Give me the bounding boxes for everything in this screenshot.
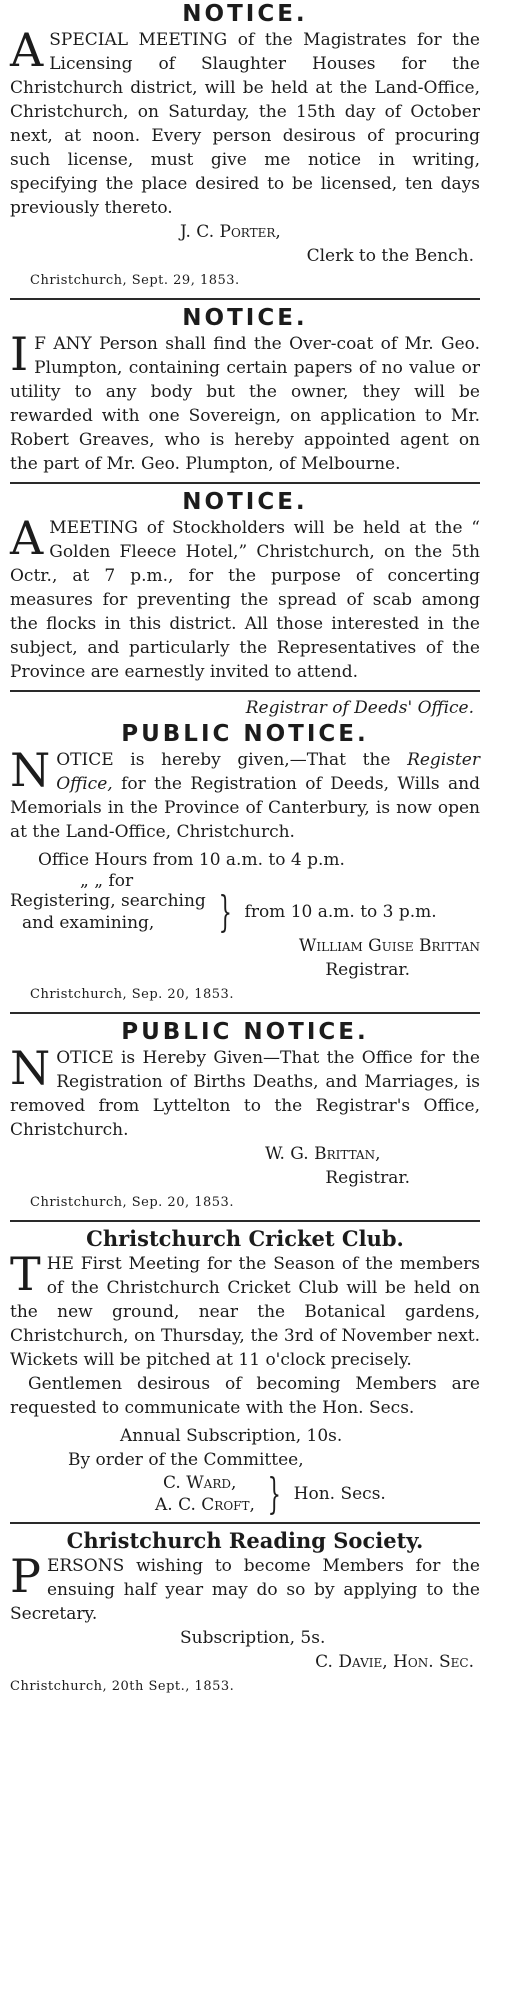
notice-cricket-club	[10, 1226, 480, 1516]
registering-label-line: and examining,	[22, 913, 155, 933]
divider	[10, 482, 480, 484]
notice-date: Christchurch, Sep. 20, 1853.	[30, 1195, 234, 1210]
notice-title: Christchurch Cricket Club.	[86, 1226, 404, 1251]
notice-slaughter-houses	[10, 0, 480, 292]
registering-label	[10, 890, 206, 934]
registering-hours	[10, 887, 480, 936]
drop-cap: I	[10, 327, 29, 381]
notice-body	[10, 511, 480, 684]
drop-cap: N	[10, 1041, 51, 1095]
notice-text-italic: Register Office,	[56, 750, 480, 794]
signature-title: Registrar.	[325, 1168, 410, 1188]
notice-reading-society	[10, 1528, 480, 1698]
notice-text: HE First Meeting for the Season of the members of the Christchurch Cricket Club will be held on the new ground, near the Botanical gardens, Christchurch, on Thursday, the 3rd of November next. Wickets will be pitched at 11 o'clock precisely.	[10, 1254, 480, 1370]
drop-cap: T	[10, 1247, 41, 1301]
registering-label-line: Registering, searching	[10, 891, 206, 911]
signature-title: Registrar.	[325, 960, 410, 980]
notice-body	[10, 23, 480, 220]
committee-order: By order of the Committee,	[68, 1450, 304, 1470]
notice-text-part: OTICE is hereby given,—That the	[56, 750, 391, 770]
signature-name: W. G. Brittan,	[265, 1144, 381, 1164]
secretaries-names	[155, 1472, 255, 1516]
divider	[10, 298, 480, 300]
office-heading: Registrar of Deeds' Office.	[245, 698, 474, 718]
brace-glyph: }	[218, 887, 232, 936]
drop-cap: N	[10, 743, 51, 797]
office-hours: Office Hours from 10 a.m. to 4 p.m.	[38, 850, 345, 870]
notice-title: NOTICE.	[182, 489, 308, 515]
hon-secs	[10, 1469, 480, 1518]
divider	[10, 690, 480, 692]
signature: C. Davie, Hon. Sec.	[315, 1652, 474, 1672]
subscription: Subscription, 5s.	[180, 1628, 326, 1648]
secretary-name: A. C. Croft,	[155, 1495, 255, 1515]
notice-body	[10, 1549, 480, 1626]
divider	[10, 1220, 480, 1222]
drop-cap: A	[10, 23, 44, 77]
notice-text-part: for the Registration of Deeds, Wills and Memorials in the Province of Canterbury, is now open at the Land-Office, Christchurch.	[10, 774, 480, 842]
notice-text: SPECIAL MEETING of the Magistrates for the Licensing of Slaughter Houses for the Christchurch district, will be held at the Land-Office, Christchurch, on Saturday, the 15th day of October next, at noon. Every person desirous of procuring such license, must give me notice in writing, specifying the place desired to be licensed, ten days previously thereto.	[10, 30, 480, 218]
ditto-marks: „ „ for	[80, 871, 134, 891]
notice-date: Christchurch, 20th Sept., 1853.	[10, 1679, 235, 1694]
notice-date: Christchurch, Sept. 29, 1853.	[30, 273, 240, 288]
drop-cap: A	[10, 511, 44, 565]
notice-text-2: Gentlemen desirous of becoming Members are requested to communicate with the Hon. Secs.	[10, 1374, 480, 1418]
signature-name: William Guise Brittan	[298, 936, 480, 956]
notice-register-office	[10, 696, 480, 1006]
notice-title: NOTICE.	[182, 305, 308, 331]
notice-body	[10, 1041, 480, 1142]
notice-title: Christchurch Reading Society.	[66, 1528, 424, 1553]
notice-text	[10, 743, 480, 844]
notice-text: MEETING of Stockholders will be held at the “ Golden Fleece Hotel,” Christchurch, on the 5th Octr., at 7 p.m., for the purpose of concerting measures for preventing the spread of scab among the flocks in this district. All those interested in the subject, and particularly the Representatives of the Province are earnestly invited to attend.	[10, 518, 480, 682]
notice-body	[10, 327, 480, 476]
notice-body	[10, 743, 480, 844]
secretaries-title: Hon. Secs.	[293, 1484, 386, 1504]
secretary-name: C. Ward,	[163, 1473, 237, 1493]
divider	[10, 1012, 480, 1014]
notice-births-deaths	[10, 1018, 480, 1214]
notice-text: ERSONS wishing to become Members for the ensuing half year may do so by applying to the Secretary.	[10, 1556, 480, 1624]
notice-overcoat	[10, 304, 480, 476]
notice-title: PUBLIC NOTICE.	[121, 721, 369, 747]
signature-name-text: J. C. Porter,	[180, 222, 281, 242]
subscription: Annual Subscription, 10s.	[120, 1426, 343, 1446]
notice-date: Christchurch, Sep. 20, 1853.	[30, 987, 234, 1002]
notice-title: PUBLIC NOTICE.	[121, 1019, 369, 1045]
notice-stockholders	[10, 488, 480, 684]
notice-title: NOTICE.	[182, 1, 308, 27]
brace-glyph: }	[267, 1469, 281, 1518]
notices-column	[10, 0, 480, 1698]
signature-title: Clerk to the Bench.	[306, 246, 474, 266]
drop-cap: P	[10, 1549, 41, 1603]
registering-hours-value: from 10 a.m. to 3 p.m.	[244, 902, 437, 922]
signature-name	[10, 220, 480, 244]
notice-text: F ANY Person shall find the Over-coat of Mr. Geo. Plumpton, containing certain papers of no value or utility to any body but the owner, they will be rewarded with one Sovereign, on application to Mr. Robert Greaves, who is hereby appointed agent on the part of Mr. Geo. Plumpton, of Melbourne.	[10, 334, 480, 474]
notice-body	[10, 1247, 480, 1420]
notice-text: OTICE is Hereby Given—That the Office for the Registration of Births Deaths, and Marriages, is removed from Lyttelton to the Registrar's Office, Christchurch.	[10, 1048, 480, 1140]
divider	[10, 1522, 480, 1524]
